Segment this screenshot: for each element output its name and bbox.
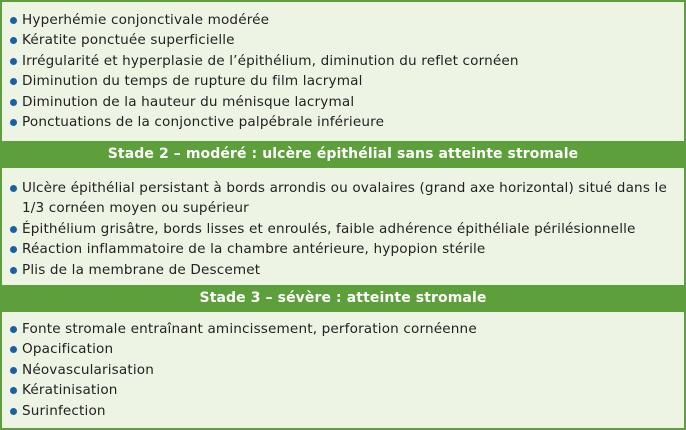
- item-text: Opacification: [22, 341, 114, 358]
- stage2-list: [2, 178, 684, 280]
- item-text: Kératinisation: [22, 382, 118, 399]
- list-item: [2, 71, 684, 91]
- list-item: [2, 401, 684, 421]
- bullet-icon: [10, 37, 17, 44]
- bullet-icon: [10, 408, 17, 415]
- list-item: [2, 178, 684, 219]
- bullet-icon: [10, 78, 17, 85]
- stage1-list: [2, 10, 684, 132]
- item-text: Ulcère épithélial persistant à bords arrondis ou ovalaires (grand axe horizontal) situé dans le 1/3 cornéen moyen ou supérieur: [22, 180, 667, 217]
- stage1-section: [2, 10, 684, 132]
- list-item: [2, 51, 684, 71]
- stage2-section: [2, 178, 684, 280]
- bullet-icon: [10, 99, 17, 106]
- bullet-icon: [10, 119, 17, 126]
- item-text: Irrégularité et hyperplasie de l’épithélium, diminution du reflet cornéen: [22, 52, 519, 69]
- item-text: Kératite ponctuée superficielle: [22, 32, 235, 49]
- list-item: [2, 92, 684, 112]
- list-item: [2, 319, 684, 339]
- item-text: Fonte stromale entraînant amincissement, perforation cornéenne: [22, 321, 477, 337]
- stage3-section: [2, 319, 684, 421]
- list-item: [2, 360, 684, 380]
- bullet-icon: [10, 387, 17, 394]
- item-text: Diminution du temps de rupture du film lacrymal: [22, 73, 363, 90]
- bullet-icon: [10, 346, 17, 353]
- item-text: Néovascularisation: [22, 361, 155, 378]
- stage3-list: [2, 319, 684, 421]
- bullet-icon: [10, 17, 17, 24]
- item-text: Plis de la membrane de Descemet: [22, 261, 261, 278]
- bullet-icon: [10, 367, 17, 374]
- item-text: Réaction inflammatoire de la chambre antérieure, hypopion stérile: [22, 241, 486, 258]
- list-item: [2, 339, 684, 359]
- bullet-icon: [10, 267, 17, 274]
- list-item: [2, 239, 684, 259]
- item-text: Surinfection: [22, 402, 106, 419]
- list-item: [2, 30, 684, 50]
- list-item: [2, 219, 684, 239]
- stage2-header: Stade 2 – modéré : ulcère épithélial sans atteinte stromale: [2, 141, 684, 168]
- item-text: Épithélium grisâtre, bords lisses et enroulés, faible adhérence épithéliale périlésionnelle: [22, 220, 636, 237]
- bullet-icon: [10, 58, 17, 65]
- list-item: [2, 10, 684, 30]
- bullet-icon: [10, 185, 17, 192]
- item-text: Ponctuations de la conjonctive palpébrale inférieure: [22, 114, 385, 131]
- list-item: [2, 380, 684, 400]
- bullet-icon: [10, 226, 17, 233]
- item-text: Diminution de la hauteur du ménisque lacrymal: [22, 93, 355, 110]
- bullet-icon: [10, 326, 17, 333]
- item-text: Hyperhémie conjonctivale modérée: [22, 12, 270, 28]
- bullet-icon: [10, 246, 17, 253]
- stage3-header: Stade 3 – sévère : atteinte stromale: [2, 285, 684, 312]
- list-item: [2, 260, 684, 280]
- list-item: [2, 112, 684, 132]
